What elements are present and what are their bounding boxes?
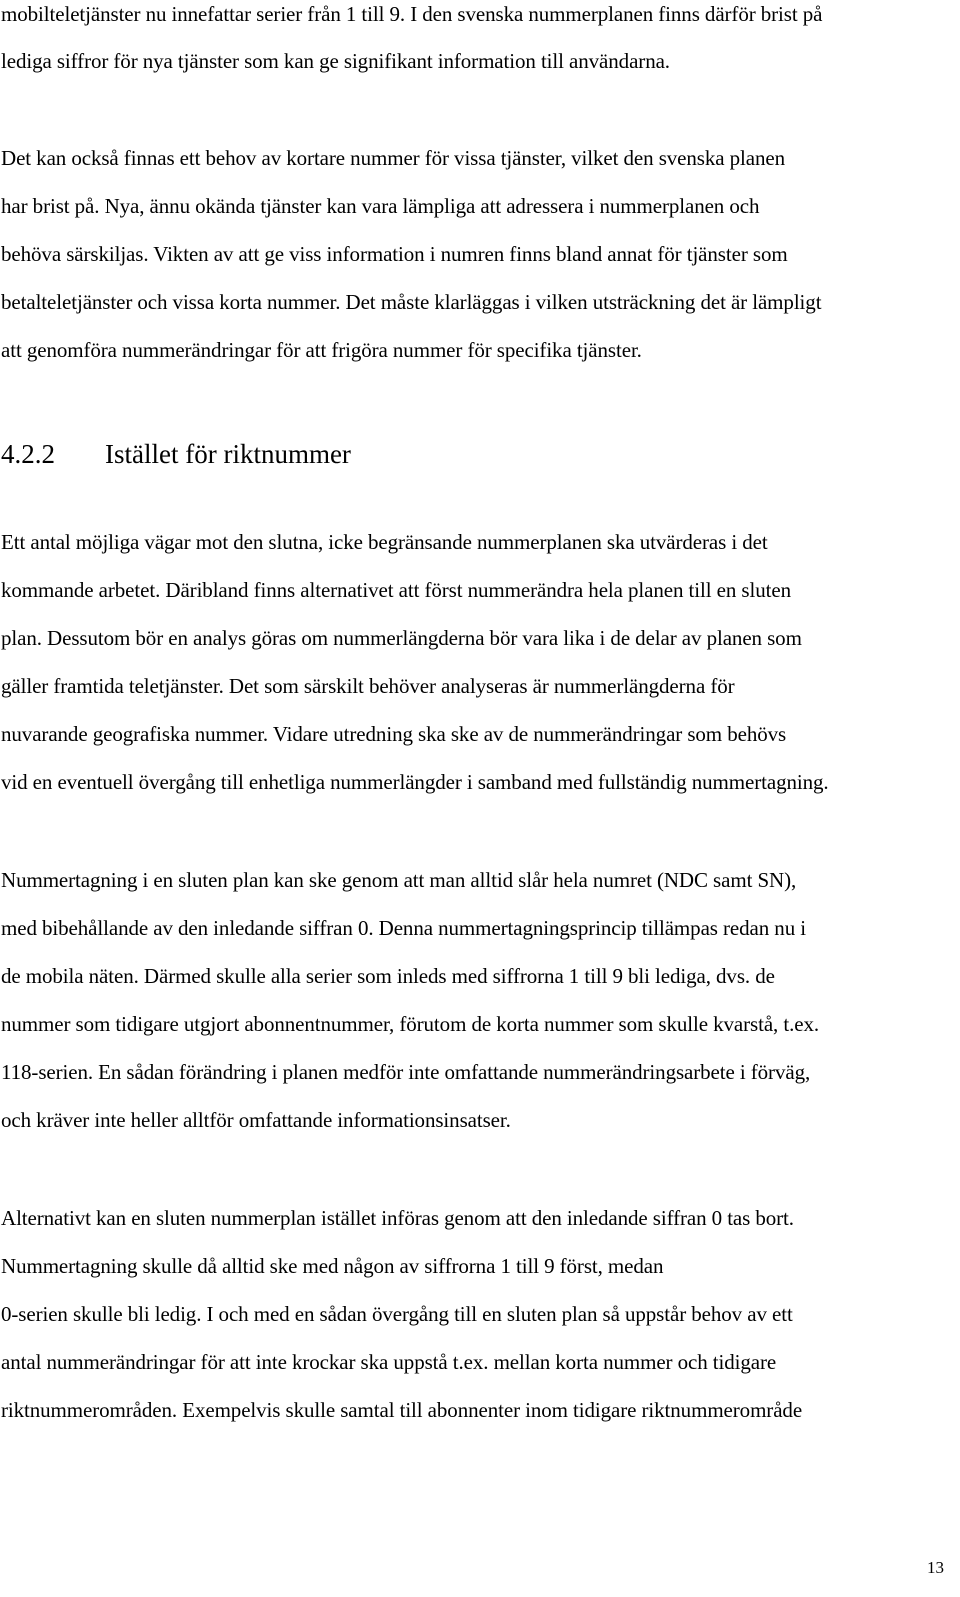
text-line: plan. Dessutom bör en analys göras om nummerlängderna bör vara lika i de delar av planen som — [1, 626, 802, 650]
text-line: har brist på. Nya, ännu okända tjänster kan vara lämpliga att adressera i nummerplanen och — [1, 194, 760, 218]
text-line: betalteletjänster och vissa korta nummer. Det måste klarläggas i vilken utsträckning det är lämpligt — [1, 290, 822, 314]
text-line: Nummertagning skulle då alltid ske med någon av siffrorna 1 till 9 först, medan — [1, 1254, 664, 1278]
text-line: nuvarande geografiska nummer. Vidare utredning ska ske av de nummerändringar som behövs — [1, 722, 787, 746]
section-number: 4.2.2 — [1, 439, 55, 469]
text-line: Nummertagning i en sluten plan kan ske genom att man alltid slår hela numret (NDC samt SN), — [1, 868, 797, 892]
text-line: Ett antal möjliga vägar mot den slutna, icke begränsande nummerplanen ska utvärderas i det — [1, 530, 768, 554]
text-line: och kräver inte heller alltför omfattande informationsinsatser. — [1, 1108, 511, 1132]
text-line: 118-serien. En sådan förändring i planen medför inte omfattande nummerändringsarbete i förväg, — [1, 1060, 811, 1084]
text-line: med bibehållande av den inledande siffran 0. Denna nummertagningsprincip tillämpas redan nu i — [1, 916, 806, 940]
text-line: nummer som tidigare utgjort abonnentnummer, förutom de korta nummer som skulle kvarstå, t.ex. — [1, 1012, 820, 1036]
text-line: behöva särskiljas. Vikten av att ge viss information i numren finns bland annat för tjänster som — [1, 242, 788, 266]
text-line: Alternativt kan en sluten nummerplan istället införas genom att den inledande siffran 0 tas bort. — [1, 1206, 794, 1230]
text-line: de mobila näten. Därmed skulle alla serier som inleds med siffrorna 1 till 9 bli lediga, dvs. de — [1, 964, 775, 988]
text-line: att genomföra nummerändringar för att frigöra nummer för specifika tjänster. — [1, 338, 642, 362]
text-line: 0-serien skulle bli ledig. I och med en sådan övergång till en sluten plan så uppstår behov av ett — [1, 1302, 793, 1326]
text-line: riktnummerområden. Exempelvis skulle samtal till abonnenter inom tidigare riktnummerområde — [1, 1398, 803, 1422]
page-number: 13 — [927, 1558, 944, 1577]
text-line: gäller framtida teletjänster. Det som särskilt behöver analyseras är nummerlängderna för — [1, 674, 735, 698]
text-line: kommande arbetet. Däribland finns alternativet att först nummerändra hela planen till en sluten — [1, 578, 791, 602]
section-heading — [1, 439, 351, 469]
text-line: mobilteletjänster nu innefattar serier från 1 till 9. I den svenska nummerplanen finns därför brist på — [1, 2, 823, 26]
text-line: vid en eventuell övergång till enhetliga nummerlängder i samband med fullständig nummertagning. — [1, 770, 829, 794]
text-line: antal nummerändringar för att inte krockar ska uppstå t.ex. mellan korta nummer och tidigare — [1, 1350, 777, 1374]
section-title: Istället för riktnummer — [105, 439, 351, 469]
text-line: lediga siffror för nya tjänster som kan ge signifikant information till användarna. — [1, 49, 670, 73]
text-line: Det kan också finnas ett behov av kortare nummer för vissa tjänster, vilket den svenska planen — [1, 146, 786, 170]
